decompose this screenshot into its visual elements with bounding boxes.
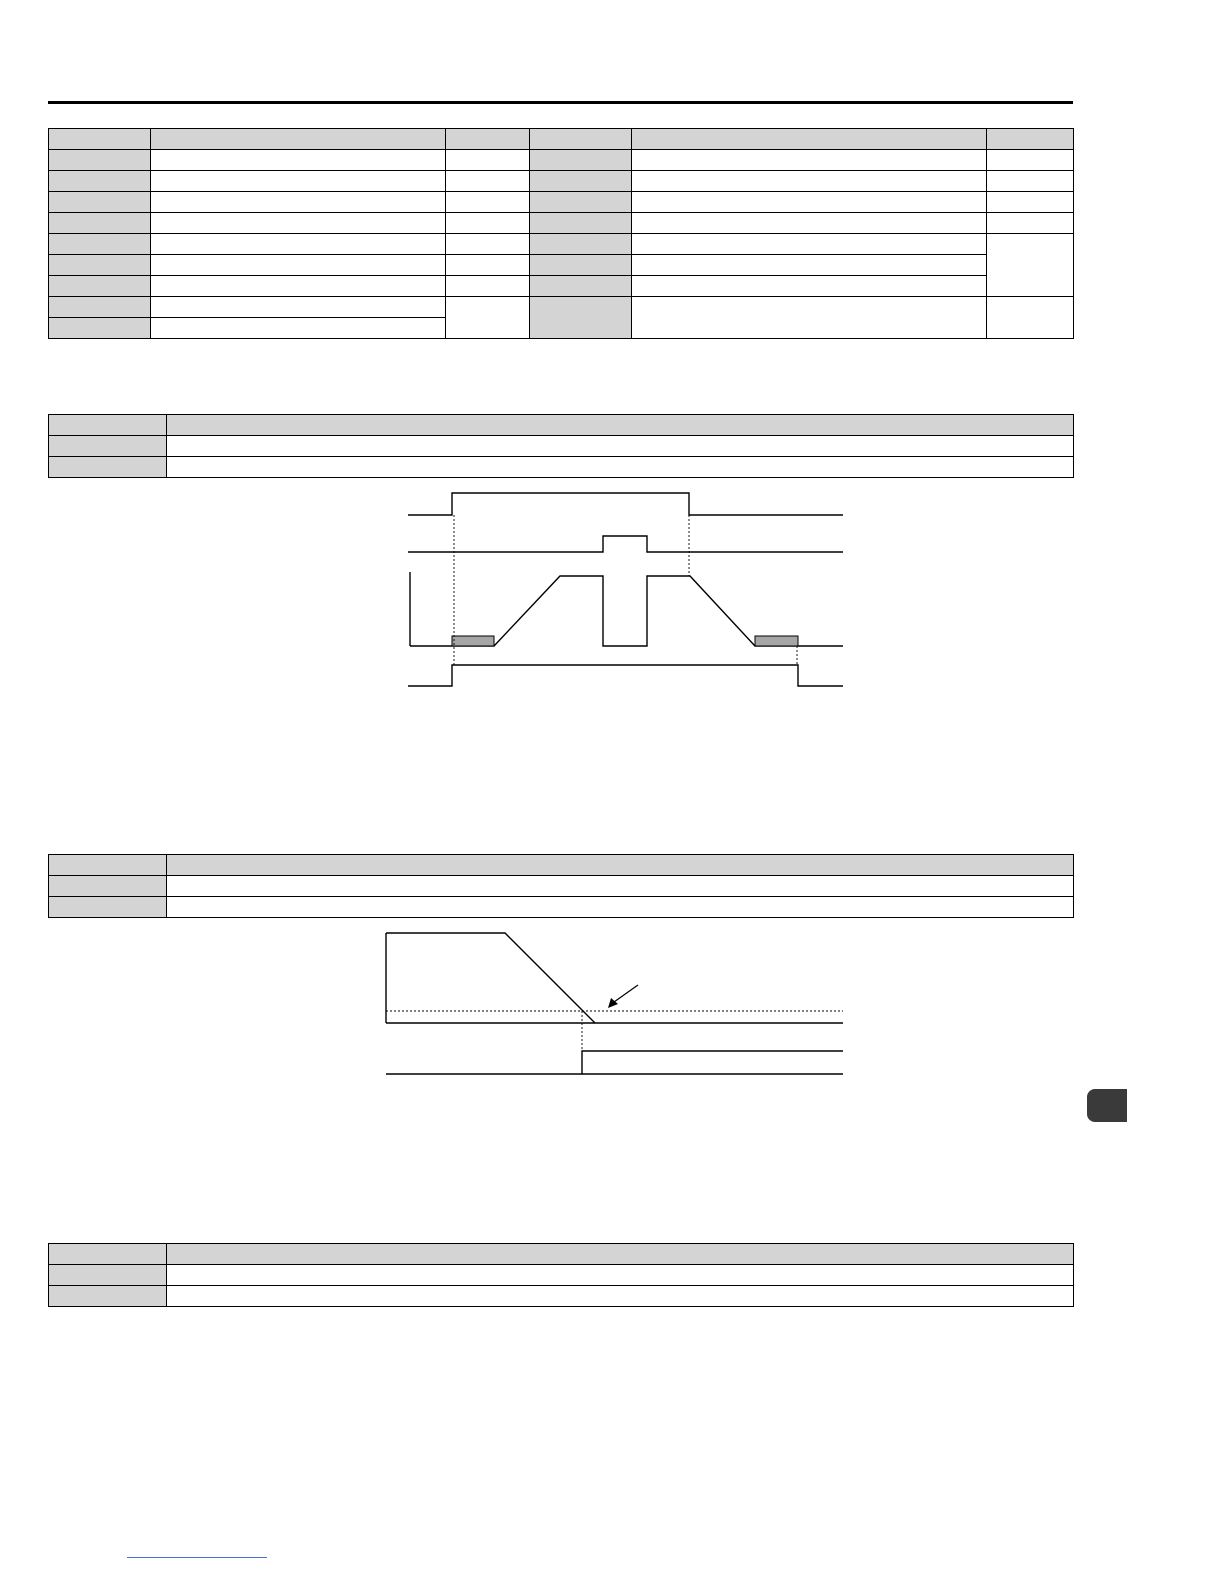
run-signal-line <box>408 493 843 515</box>
table-row <box>49 150 1074 171</box>
description-cell <box>167 897 1074 918</box>
output-signal-line <box>408 665 843 686</box>
header-cell <box>151 129 446 150</box>
function-cell <box>151 171 446 192</box>
description-cell <box>167 457 1074 478</box>
table-row <box>49 457 1074 478</box>
setting-cell <box>49 234 151 255</box>
description-cell <box>167 876 1074 897</box>
page-cell <box>987 234 1074 297</box>
function-cell <box>151 297 446 318</box>
dc-braking-start-block <box>452 636 494 646</box>
setting-cell <box>49 192 151 213</box>
page-cell <box>987 192 1074 213</box>
description-cell <box>167 1286 1074 1307</box>
table-row <box>49 276 1074 297</box>
setting-cell <box>530 276 632 297</box>
table-row <box>49 297 1074 318</box>
dc-braking-stop-block <box>755 636 798 646</box>
setting-cell <box>530 234 632 255</box>
setting-cell <box>49 255 151 276</box>
page-cell <box>446 255 530 276</box>
setting-table-c <box>48 1243 1074 1307</box>
footer-link[interactable] <box>127 1557 267 1558</box>
function-cell <box>151 234 446 255</box>
speed-decel-line <box>386 933 595 1023</box>
page-cell <box>987 297 1074 339</box>
status-cell <box>49 876 167 897</box>
function-cell <box>632 150 987 171</box>
table-row <box>49 213 1074 234</box>
setting-cell <box>530 171 632 192</box>
header-cell <box>167 855 1074 876</box>
output-signal-line <box>386 1051 843 1074</box>
setting-table-b <box>48 854 1074 918</box>
table-row <box>49 171 1074 192</box>
header-cell <box>49 855 167 876</box>
function-cell <box>632 213 987 234</box>
page-cell <box>987 213 1074 234</box>
function-cell <box>632 297 987 339</box>
status-cell <box>49 457 167 478</box>
header-cell <box>632 129 987 150</box>
setting-cell <box>49 297 151 318</box>
function-cell <box>151 192 446 213</box>
function-cell <box>151 318 446 339</box>
callout-arrow-line <box>614 985 638 1002</box>
table-row <box>49 234 1074 255</box>
table-row <box>49 1286 1074 1307</box>
description-cell <box>167 1265 1074 1286</box>
function-cell <box>632 171 987 192</box>
table-row <box>49 876 1074 897</box>
setting-cell <box>49 150 151 171</box>
table-row <box>49 255 1074 276</box>
header-rule <box>48 101 1073 104</box>
header-cell <box>446 129 530 150</box>
setting-cell <box>530 192 632 213</box>
status-cell <box>49 1265 167 1286</box>
description-cell <box>167 436 1074 457</box>
page-cell <box>446 150 530 171</box>
setting-cell <box>49 276 151 297</box>
page-cell <box>987 171 1074 192</box>
input-pulse-line <box>408 536 843 552</box>
main-parameter-table <box>48 128 1074 339</box>
header-cell <box>530 129 632 150</box>
header-cell <box>49 415 167 436</box>
status-cell <box>49 897 167 918</box>
table-header-row <box>49 129 1074 150</box>
page-cell <box>446 234 530 255</box>
page-cell <box>446 213 530 234</box>
header-cell <box>167 1244 1074 1265</box>
header-cell <box>987 129 1074 150</box>
table-row <box>49 897 1074 918</box>
function-cell <box>632 192 987 213</box>
page-cell <box>446 297 530 339</box>
setting-cell <box>49 318 151 339</box>
setting-cell <box>49 213 151 234</box>
timing-diagram-1 <box>400 488 850 693</box>
status-cell <box>49 436 167 457</box>
function-cell <box>632 234 987 255</box>
function-cell <box>151 213 446 234</box>
function-cell <box>151 255 446 276</box>
page-cell <box>446 171 530 192</box>
setting-table-a <box>48 414 1074 478</box>
header-cell <box>167 415 1074 436</box>
status-cell <box>49 1286 167 1307</box>
setting-cell <box>530 297 632 339</box>
function-cell <box>151 150 446 171</box>
function-cell <box>632 255 987 276</box>
function-cell <box>151 276 446 297</box>
table-header-row <box>49 855 1074 876</box>
table-row <box>49 436 1074 457</box>
section-tab-marker <box>1087 1089 1127 1122</box>
setting-cell <box>530 255 632 276</box>
page-cell <box>987 150 1074 171</box>
table-header-row <box>49 415 1074 436</box>
table-header-row <box>49 1244 1074 1265</box>
table-row <box>49 1265 1074 1286</box>
page-cell <box>446 192 530 213</box>
table-row <box>49 192 1074 213</box>
timing-diagram-2 <box>380 925 850 1085</box>
header-cell <box>49 129 151 150</box>
setting-cell <box>530 150 632 171</box>
header-cell <box>49 1244 167 1265</box>
page-cell <box>446 276 530 297</box>
setting-cell <box>530 213 632 234</box>
function-cell <box>632 276 987 297</box>
setting-cell <box>49 171 151 192</box>
